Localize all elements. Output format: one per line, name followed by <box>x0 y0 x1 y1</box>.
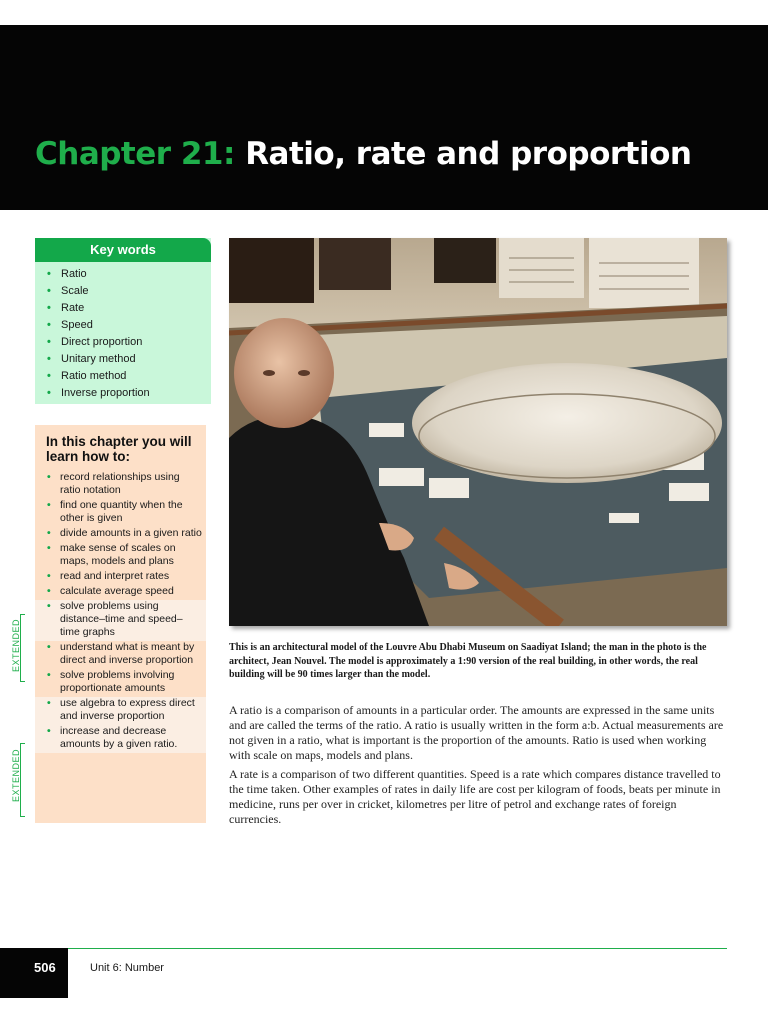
learning-objective-item: • solve problems using distance–time and speed–time graphs <box>35 600 206 641</box>
learning-objective-item: • solve problems involving proportionate amounts <box>35 669 206 697</box>
learning-objective-item: • use algebra to express direct and inverse proportion <box>35 697 206 725</box>
chapter-name: Ratio, rate and proportion <box>245 136 692 172</box>
learning-objective-item: • read and interpret rates <box>35 570 206 585</box>
chapter-number: Chapter 21: <box>35 136 235 172</box>
learning-objective-item: • record relationships using ratio notation <box>35 471 206 499</box>
chapter-title <box>35 136 691 172</box>
extended-bracket <box>20 743 32 817</box>
chapter-header-band <box>0 25 768 210</box>
ratio-paragraph: A ratio is a comparison of amounts in a particular order. The amounts are expressed in the same units and are called the terms of the ratio. A ratio is usually written in the form a:b. Actual measurements are not given in a ratio, what is important is the proportion of the amounts. Ratio is used when working with scale on maps, models and plans. <box>229 703 724 762</box>
key-word-item: • Ratio method <box>47 368 211 385</box>
extended-label: EXTENDED <box>11 748 21 802</box>
key-words-box <box>35 238 211 404</box>
key-word-item: • Speed <box>47 317 211 334</box>
key-word-item: • Direct proportion <box>47 334 211 351</box>
learning-objective-item: • divide amounts in a given ratio <box>35 527 206 542</box>
unit-label: Unit 6: Number <box>90 962 164 974</box>
learning-objective-item: • understand what is meant by direct and inverse proportion <box>35 641 206 669</box>
learning-objectives-title: In this chapter you will learn how to: <box>46 434 192 464</box>
photo-caption: This is an architectural model of the Louvre Abu Dhabi Museum on Saadiyat Island; the man in the photo is the architect, Jean Nouvel. The model is approximately a 1:90 version of the real building, in other words, the real building will be 90 times larger than the model. <box>229 642 707 680</box>
museum-model-photo-illustration <box>229 238 727 626</box>
key-words-list <box>35 262 211 402</box>
page-number: 506 <box>0 948 68 998</box>
footer-rule <box>0 948 727 949</box>
learning-objective-item: • find one quantity when the other is given <box>35 499 206 527</box>
key-word-item: • Ratio <box>47 266 211 283</box>
extended-bracket <box>20 614 32 682</box>
museum-model-photo <box>229 238 727 626</box>
learning-objective-item: • increase and decrease amounts by a given ratio. <box>35 725 206 753</box>
learning-objective-item: • make sense of scales on maps, models and plans <box>35 542 206 570</box>
learning-objective-item: • calculate average speed <box>35 585 206 600</box>
extended-label: EXTENDED <box>11 618 21 672</box>
learning-objectives-box <box>35 425 206 823</box>
key-word-item: • Scale <box>47 283 211 300</box>
key-word-item: • Unitary method <box>47 351 211 368</box>
key-word-item: • Rate <box>47 300 211 317</box>
key-words-title: Key words <box>35 238 211 262</box>
key-word-item: • Inverse proportion <box>47 385 211 402</box>
learning-objectives-list <box>35 471 206 753</box>
rate-paragraph: A rate is a comparison of two different quantities. Speed is a rate which compares distance travelled to the time taken. Other examples of rates in daily life are cost per kilogram of foods, beats per minute in medicine, runs per over in cricket, kilometres per litre of petrol and exchange rates of foreign currencies. <box>229 767 721 826</box>
